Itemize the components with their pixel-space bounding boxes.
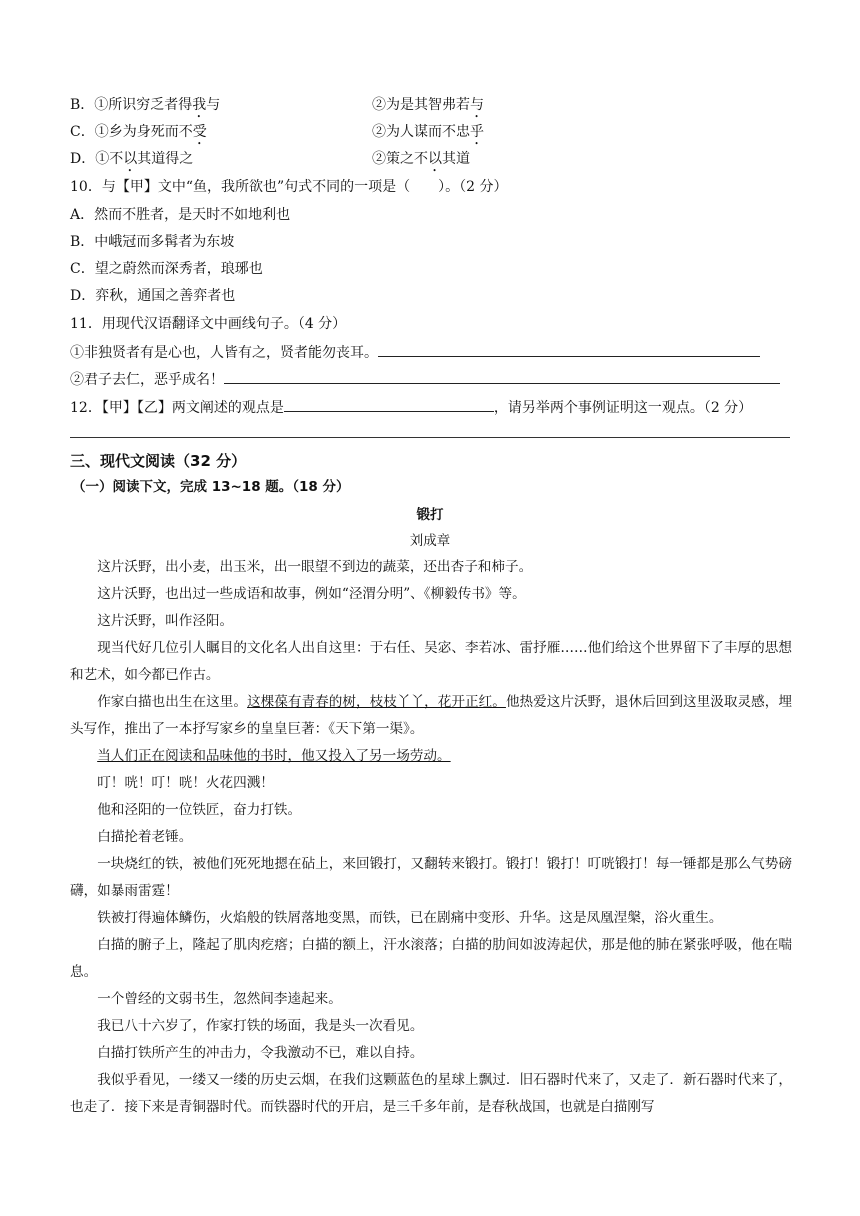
- q9-option-d-right: ②策之不以其道: [372, 151, 470, 167]
- paragraph: 白描打铁所产生的冲击力，令我激动不已，难以自持。: [97, 1045, 424, 1061]
- q11-item-1: ①非独贤者有是心也，人皆有之，贤者能勿丧耳。: [70, 341, 760, 363]
- paragraph: 他和泾阳的一位铁匠，奋力打铁。: [97, 802, 302, 818]
- section-title: 三、现代文阅读（32 分）: [70, 452, 247, 470]
- paragraph: [70, 743, 792, 770]
- underlined-sentence: 当人们正在阅读和品味他的书时，他又投入了另一场劳动。: [97, 748, 451, 764]
- q11-item-2: ②君子去仁，恶乎成名！: [70, 368, 780, 390]
- section-subtitle: （一）阅读下文，完成 13~18 题。（18 分）: [72, 479, 350, 495]
- answer-blank[interactable]: [284, 396, 494, 412]
- paragraph: 一个曾经的文弱书生，忽然间李逵起来。: [97, 991, 342, 1007]
- q9-option-b-left: B．①所识穷乏者得我与: [70, 97, 221, 113]
- q9-option-b-right: ②为是其智弗若与: [372, 97, 484, 113]
- answer-blank[interactable]: [378, 341, 760, 357]
- answer-line[interactable]: [70, 437, 790, 438]
- paragraph: 我似乎看见，一缕又一缕的历史云烟，在我们这颗蓝色的星球上飘过．旧石器时代来了，又走了．新石器时代来了，也走了．接下来是青铜器时代。而铁器时代的开启，是三千多年前，是春秋战国，也就是白描刚写: [70, 1072, 792, 1115]
- q10-option-c: C．望之蔚然而深秀者，琅琊也: [70, 261, 263, 277]
- paragraph: 一块烧红的铁，被他们死死地摁在砧上，来回锻打，又翻转来锻打。锻打！锻打！叮咣锻打！每一锤都是那么气势磅礴，如暴雨雷霆！: [70, 856, 792, 899]
- q10-stem: 10．与【甲】文中“鱼，我所欲也”句式不同的一项是（ ）。（2 分）: [70, 179, 508, 195]
- article-title: 锻打: [416, 507, 444, 523]
- q9-option-d-left: D．①不以其道得之: [70, 151, 194, 167]
- q9-option-c-right: ②为人谋而不忠乎: [372, 124, 484, 140]
- q11-stem: 11．用现代汉语翻译文中画线句子。（4 分）: [70, 316, 347, 332]
- q10-option-d: D．弈秋，通国之善弈者也: [70, 288, 236, 304]
- paragraph: 这片沃野，叫作泾阳。: [97, 613, 234, 629]
- q10-option-b: B．中峨冠而多髯者为东坡: [70, 234, 235, 250]
- q12-stem: 12．【甲】【乙】两文阐述的观点是 ，请另举两个事例证明这一观点。（2 分）: [70, 396, 752, 418]
- underlined-sentence: 这棵葆有青春的树，枝枝丫丫，花开正红。: [247, 694, 506, 710]
- paragraph: 白描抡着老锤。: [97, 829, 193, 845]
- paragraph: 作家白描也出生在这里。这棵葆有青春的树，枝枝丫丫，花开正红。他热爱这片沃野，退休后回到这里汲取灵感，埋头写作，推出了一本抒写家乡的皇皇巨著：《天下第一渠》。: [70, 694, 793, 737]
- paragraph: 铁被打得遍体鳞伤，火焰般的铁屑落地变黑，而铁，已在剧痛中变形、升华。这是凤凰涅槃，浴火重生。: [97, 910, 723, 926]
- q9-option-c-left: C．①乡为身死而不受: [70, 124, 207, 140]
- paragraph: 我已八十六岁了，作家打铁的场面，我是头一次看见。: [97, 1018, 424, 1034]
- answer-blank[interactable]: [224, 368, 780, 384]
- paragraph: 现当代好几位引人瞩目的文化名人出自这里：于右任、吴宓、李若冰、雷抒雁……他们给这个世界留下了丰厚的思想和艺术，如今都已作古。: [70, 640, 792, 683]
- paragraph: 这片沃野，也出过一些成语和故事，例如“泾渭分明”、《柳毅传书》等。: [97, 586, 526, 602]
- article-body: [70, 554, 792, 1121]
- q10-option-a: A．然而不胜者，是天时不如地利也: [70, 207, 291, 223]
- paragraph: 这片沃野，出小麦，出玉米，出一眼望不到边的蔬菜，还出杏子和柿子。: [97, 559, 533, 575]
- paragraph: 叮！咣！叮！咣！火花四溅！: [97, 775, 274, 791]
- article-author: 刘成章: [409, 533, 451, 549]
- paragraph: 白描的腑子上，隆起了肌肉疙瘩；白描的额上，汗水滚落；白描的肋间如波涛起伏，那是他的肺在紧张呼吸，他在喘息。: [70, 937, 792, 980]
